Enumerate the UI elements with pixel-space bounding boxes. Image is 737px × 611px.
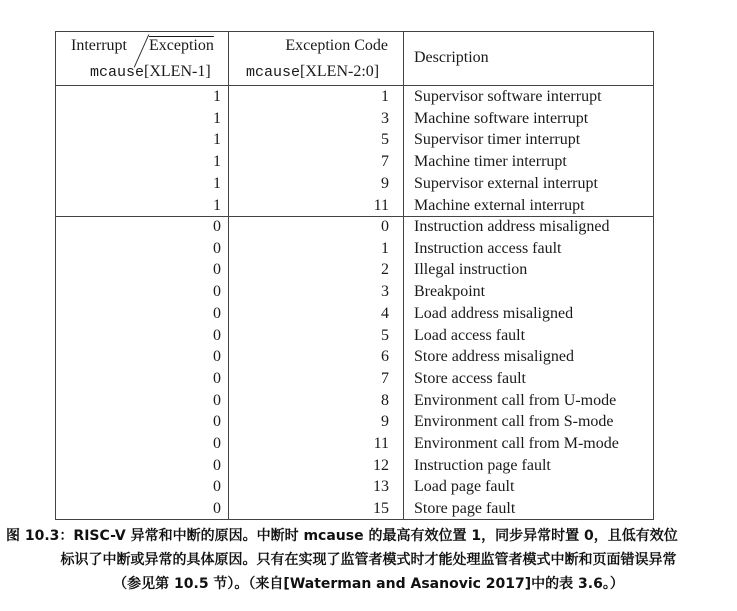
cell-interrupt: 0 <box>213 326 221 344</box>
cell-exception-code: 3 <box>381 283 389 301</box>
cell-exception-code: 11 <box>373 435 389 452</box>
cell-interrupt: 0 <box>213 261 221 279</box>
cell-exception-code: 7 <box>381 369 389 387</box>
cell-interrupt: 0 <box>213 348 221 366</box>
mcause-table <box>55 31 654 520</box>
cell-interrupt: 0 <box>213 413 221 431</box>
cell-exception-code: 7 <box>381 153 389 171</box>
cell-description: Store page fault <box>414 500 516 518</box>
cell-description: Environment call from M-mode <box>414 435 619 452</box>
cell-interrupt: 0 <box>213 283 221 301</box>
caption-line-1: 图 10.3：RISC-V 异常和中断的原因。中断时 mcause 的最高有效位置 1，同步异常时置 0，且低有效位 <box>6 528 678 544</box>
cell-interrupt: 0 <box>213 456 221 474</box>
cell-exception-code: 5 <box>381 326 389 344</box>
cell-exception-code: 0 <box>381 218 389 235</box>
cell-description: Environment call from U-mode <box>414 391 617 409</box>
cell-interrupt: 0 <box>213 218 221 235</box>
cell-exception-code: 11 <box>373 196 389 214</box>
cell-interrupt: 1 <box>213 174 221 192</box>
cell-description: Illegal instruction <box>414 261 528 279</box>
cell-interrupt: 0 <box>213 239 221 257</box>
cell-exception-code: 1 <box>381 88 389 105</box>
cell-description: Load address misaligned <box>414 304 574 322</box>
cell-description: Supervisor external interrupt <box>414 174 598 192</box>
cell-description: Machine software interrupt <box>414 109 589 127</box>
cell-interrupt: 0 <box>213 478 221 496</box>
cell-description: Instruction address misaligned <box>414 218 610 235</box>
cell-exception-code: 9 <box>381 413 389 431</box>
cell-interrupt: 1 <box>213 153 221 171</box>
header-description: Description <box>414 49 489 66</box>
cell-exception-code: 3 <box>381 109 389 127</box>
cell-interrupt: 0 <box>213 435 221 452</box>
cell-exception-code: 4 <box>381 304 389 322</box>
cell-description: Load page fault <box>414 478 515 496</box>
cell-exception-code: 8 <box>381 391 389 409</box>
cell-interrupt: 1 <box>213 196 221 214</box>
cell-exception-code: 2 <box>381 261 389 279</box>
header-interrupt: Interrupt <box>71 37 127 54</box>
header-mcause-hi: mcause[XLEN-1] <box>90 63 211 81</box>
cell-interrupt: 0 <box>213 500 221 518</box>
header-mcause-lo: mcause[XLEN-2:0] <box>246 63 380 81</box>
cell-interrupt: 0 <box>213 304 221 322</box>
figure-caption <box>0 524 737 596</box>
caption-line-2: 标识了中断或异常的具体原因。只有在实现了监管者模式时才能处理监管者模式中断和页面错误异常 <box>60 552 677 568</box>
cell-interrupt: 1 <box>213 88 221 105</box>
cell-description: Store access fault <box>414 369 526 387</box>
cell-exception-code: 6 <box>381 348 389 366</box>
cell-exception-code: 15 <box>373 500 389 518</box>
cell-description: Instruction access fault <box>414 239 562 257</box>
cell-description: Supervisor timer interrupt <box>414 131 581 149</box>
header-exception-code: Exception Code <box>285 37 388 54</box>
cell-description: Instruction page fault <box>414 456 551 474</box>
cell-description: Store address misaligned <box>414 348 574 366</box>
cell-exception-code: 13 <box>373 478 389 496</box>
cell-description: Environment call from S-mode <box>414 413 614 431</box>
header-exception: Exception <box>149 37 214 54</box>
cell-exception-code: 5 <box>381 131 389 149</box>
cell-exception-code: 12 <box>373 456 389 474</box>
cell-interrupt: 1 <box>213 131 221 149</box>
cell-exception-code: 1 <box>381 239 389 257</box>
column-divider-2 <box>403 32 404 519</box>
cell-interrupt: 1 <box>213 109 221 127</box>
cell-interrupt: 0 <box>213 369 221 387</box>
caption-line-3: （参见第 10.5 节）。（来自[Waterman and Asanovic 2017]中的表 3.6。） <box>113 576 624 592</box>
cell-description: Load access fault <box>414 326 526 344</box>
cell-description: Machine timer interrupt <box>414 153 567 171</box>
cell-description: Supervisor software interrupt <box>414 88 602 105</box>
cell-description: Breakpoint <box>414 283 486 301</box>
cell-interrupt: 0 <box>213 391 221 409</box>
cell-description: Machine external interrupt <box>414 196 585 214</box>
cell-exception-code: 9 <box>381 174 389 192</box>
